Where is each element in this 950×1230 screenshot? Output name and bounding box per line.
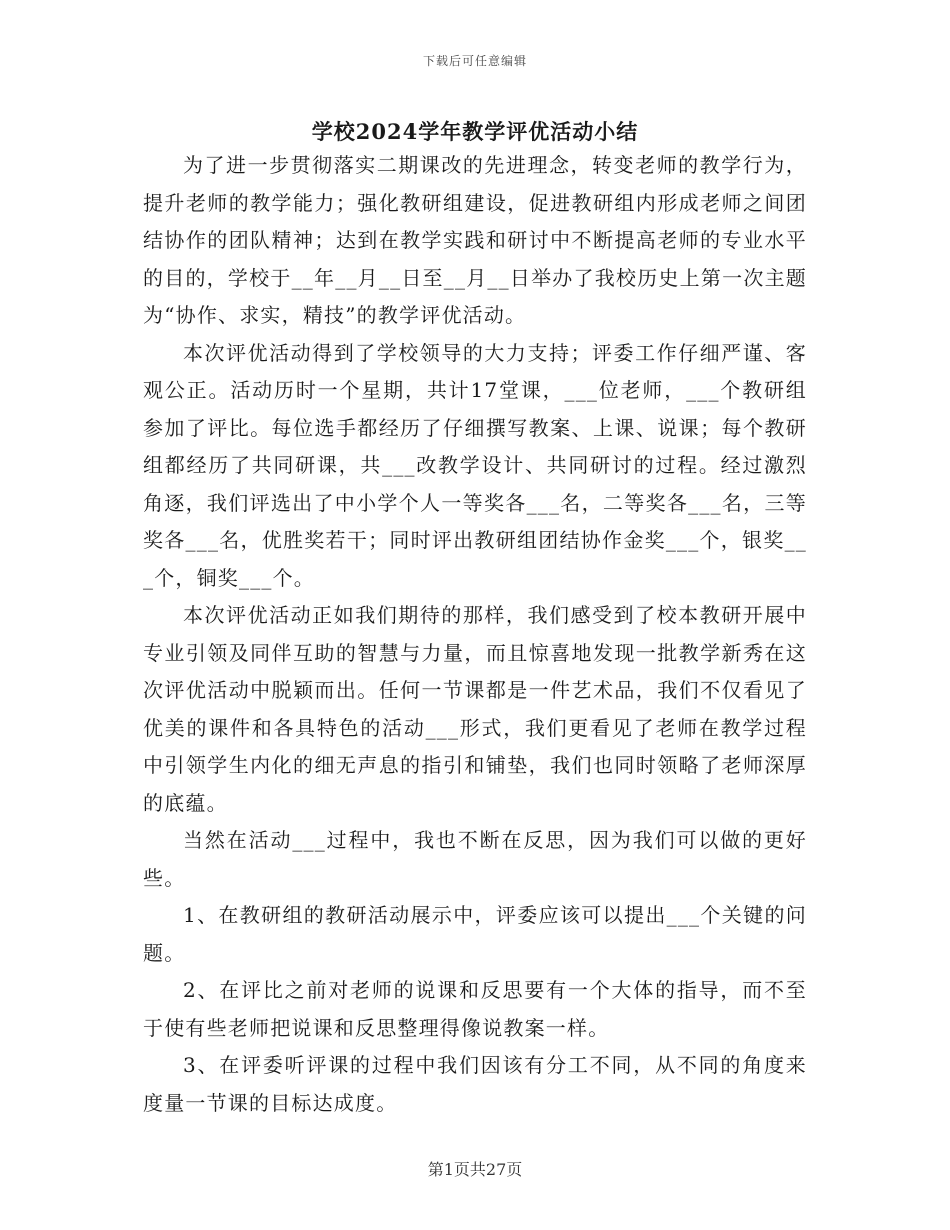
page-header-note: 下载后可任意编辑 bbox=[422, 54, 527, 68]
document-body bbox=[143, 147, 807, 1122]
paragraph-intro: 为了进一步贯彻落实二期课改的先进理念，转变老师的教学行为，提升老师的教学能力；强化教研组建设，促进教研组内形成老师之间团结协作的团队精神；达到在教学实践和研讨中不断提高老师的专业水平的目的，学校于__年__月__日至__月__日举办了我校历史上第一次主题为“协作、求实，精技”的教学评优活动。 bbox=[143, 153, 807, 327]
paragraph-point-1: 1、在教研组的教研活动展示中，评委应该可以提出___个关键的问题。 bbox=[143, 903, 807, 965]
paragraph-improvement-intro: 当然在活动___过程中，我也不断在反思，因为我们可以做的更好些。 bbox=[143, 828, 807, 890]
paragraph-point-3: 3、在评委听评课的过程中我们因该有分工不同，从不同的角度来度量一节课的目标达成度。 bbox=[143, 1053, 807, 1115]
page-number: 第1页共27页 bbox=[427, 1160, 523, 1179]
paragraph-reflection: 本次评优活动正如我们期待的那样，我们感受到了校本教研开展中专业引领及同伴互助的智慧与力量，而且惊喜地发现一批教学新秀在这次评优活动中脱颖而出。任何一节课都是一件艺术品，我们不仅看见了优美的课件和各具特色的活动___形式，我们更看见了老师在教学过程中引领学生内化的细无声息的指引和铺垫，我们也同时领略了老师深厚的底蕴。 bbox=[143, 603, 807, 815]
document-title: 学校2024学年教学评优活动小结 bbox=[311, 119, 639, 144]
paragraph-activity-summary: 本次评优活动得到了学校领导的大力支持；评委工作仔细严谨、客观公正。活动历时一个星期，共计17堂课，___位老师，___个教研组参加了评比。每位选手都经历了仔细撰写教案、上课、说课；每个教研组都经历了共同研课，共___改教学设计、共同研讨的过程。经过激烈角逐，我们评选出了中小学个人一等奖各___名，二等奖各___名，三等奖各___名，优胜奖若干；同时评出教研组团结协作金奖___个，银奖___个，铜奖___个。 bbox=[143, 340, 807, 590]
paragraph-point-2: 2、在评比之前对老师的说课和反思要有一个大体的指导，而不至于使有些老师把说课和反思整理得像说教案一样。 bbox=[143, 978, 807, 1040]
